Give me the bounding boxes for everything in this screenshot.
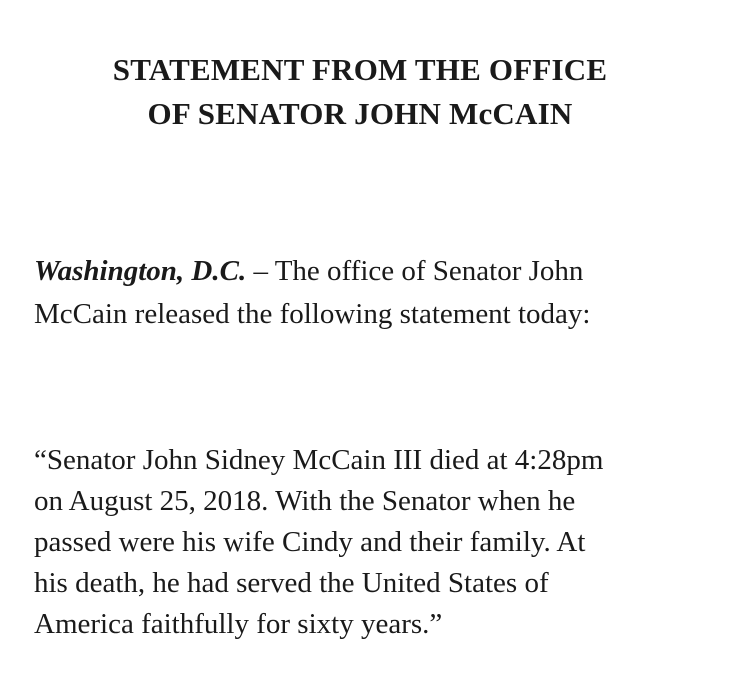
quote-line: on August 25, 2018. With the Senator when he — [34, 485, 576, 517]
statement-title — [0, 48, 720, 136]
intro-paragraph — [34, 250, 724, 336]
intro-line-1 — [34, 250, 724, 293]
intro-line-1-text: – The office of Senator John — [246, 255, 584, 287]
quote-line: passed were his wife Cindy and their family. At — [34, 526, 586, 558]
quote-paragraph — [34, 440, 724, 645]
title-line-1: STATEMENT FROM THE OFFICE — [112, 52, 608, 87]
title-line-2: OF SENATOR JOHN McCAIN — [147, 96, 573, 131]
dateline: Washington, D.C. — [34, 255, 247, 287]
intro-line-2: McCain released the following statement today: — [34, 298, 591, 330]
quote-line: “Senator John Sidney McCain III died at 4:28pm — [34, 444, 604, 476]
quote-line: his death, he had served the United States of — [34, 567, 549, 599]
quote-line: America faithfully for sixty years.” — [34, 608, 443, 640]
